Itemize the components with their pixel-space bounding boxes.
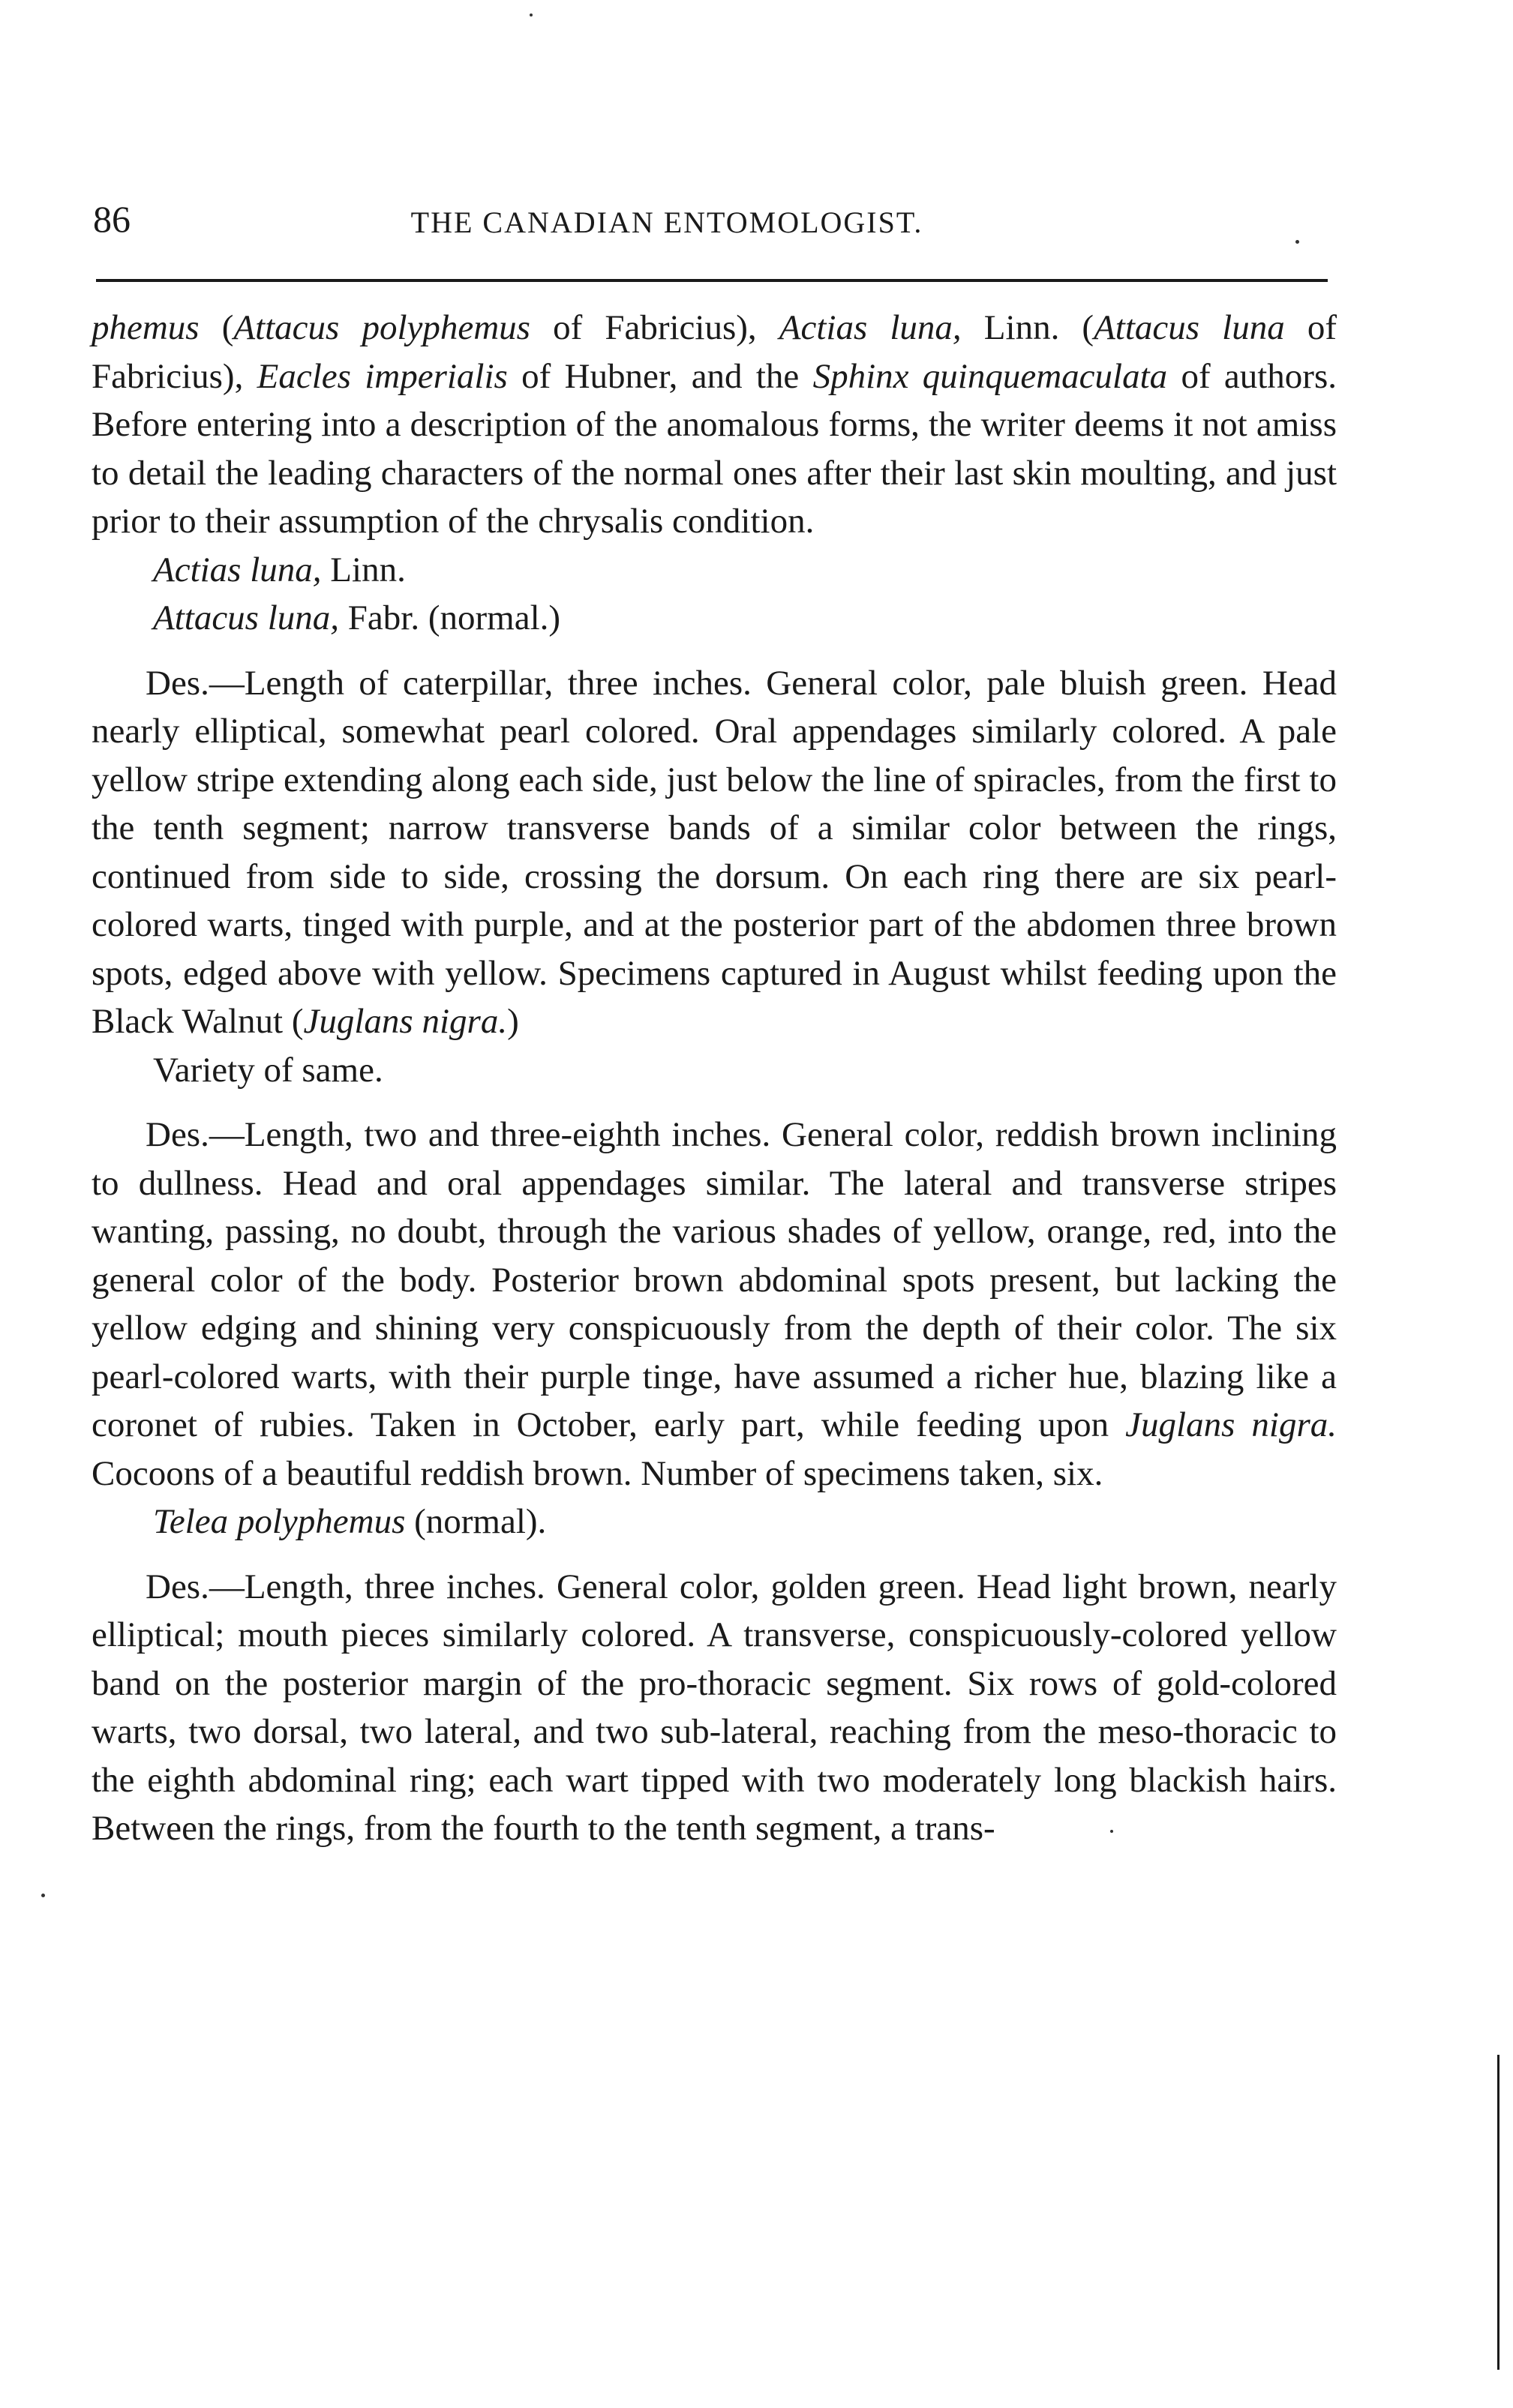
italic-text: Eacles imperialis	[257, 356, 508, 396]
variety-heading: Variety of same.	[153, 1050, 383, 1090]
text-run: )	[507, 1002, 519, 1041]
intro-paragraph	[92, 304, 1337, 546]
species-heading-actias-luna	[92, 546, 1337, 595]
italic-text: Actias luna,	[779, 308, 962, 347]
species-name: Attacus luna,	[153, 598, 340, 637]
italic-text: phemus	[92, 308, 200, 347]
text-run: of Fabricius),	[92, 308, 1337, 396]
species-heading-attacus-luna	[92, 594, 1337, 643]
margin-scan-line	[1497, 2055, 1499, 2370]
page-number: 86	[93, 198, 131, 240]
italic-text: Sphinx quinquemaculata	[812, 356, 1168, 396]
main-text	[92, 304, 1337, 1853]
italic-text: Attacus polyphemus	[233, 308, 530, 347]
text-run: of Fabricius),	[530, 308, 779, 347]
italic-text: Attacus luna	[1094, 308, 1285, 347]
text-run: of authors. Before entering into a description of the anomalous forms, the writer deems it not amiss to detail the leading characters of the normal ones after their last skin moulting, and just prior to their assumption of the chrysalis condition.	[92, 356, 1337, 541]
text-run: Des.—Length of caterpillar, three inches. General color, pale bluish green. Head nearly elliptical, somewhat pearl colored. Oral appendages similarly colored. A pale yellow stripe extending along each side, just below the line of spiracles, from the first to the tenth segment; narrow transverse bands of a similar color between the rings, continued from side to side, crossing the dorsum. On each ring there are six pearl-colored warts, tinged with purple, and at the posterior part of the abdomen three brown spots, edged above with yellow. Specimens captured in August whilst feeding upon the Black Walnut (	[92, 663, 1337, 1041]
page-header	[93, 196, 1331, 249]
description-luna-normal	[92, 659, 1337, 1046]
scan-speck	[41, 1894, 45, 1897]
scan-speck	[530, 13, 533, 16]
text-run: of Hubner, and the	[507, 356, 813, 396]
text-run: Linn. (	[961, 308, 1094, 347]
text-run: Des.—Length, two and three-eighth inches. General color, reddish brown inclining to dullness. Head and oral appendages similar. The lateral and transverse stripes wanting, passing, no doubt, through the various shades of yellow, orange, red, into the general color of the body. Posterior brown abdominal spots present, but lacking the yellow edging and shining very conspicuously from the depth of their color. The six pearl-colored warts, with their purple tinge, have assumed a richer hue, blazing like a coronet of rubies. Taken in October, early part, while feeding upon	[92, 1115, 1337, 1444]
running-title: THE CANADIAN ENTOMOLOGIST.	[410, 205, 923, 239]
scan-speck	[1110, 1830, 1113, 1833]
text-run: Cocoons of a beautiful reddish brown. Number of specimens taken, six.	[92, 1453, 1103, 1493]
scan-speck	[1295, 240, 1299, 244]
authority: (normal).	[405, 1502, 547, 1541]
text-run: (	[199, 308, 234, 347]
description-polyphemus-normal: Des.—Length, three inches. General color, golden green. Head light brown, nearly elliptical; mouth pieces similarly colored. A transverse, conspicuously-colored yellow band on the posterior margin of the pro-thoracic segment. Six rows of gold-colored warts, two dorsal, two lateral, and two sub-lateral, reaching from the meso-thoracic to the eighth abdominal ring; each wart tipped with two moderately long blackish hairs. Between the rings, from the fourth to the tenth segment, a trans-	[92, 1567, 1337, 1848]
description-luna-variety	[92, 1111, 1337, 1498]
italic-text: Juglans nigra.	[1125, 1405, 1337, 1444]
italic-text: Juglans nigra.	[303, 1002, 508, 1041]
header-rule	[96, 279, 1328, 282]
species-heading-telea-polyphemus	[92, 1498, 1337, 1546]
authority: Fabr. (normal.)	[339, 598, 561, 637]
species-name: Actias luna,	[153, 550, 322, 589]
authority: Linn.	[321, 550, 406, 589]
species-name: Telea polyphemus	[153, 1502, 406, 1541]
